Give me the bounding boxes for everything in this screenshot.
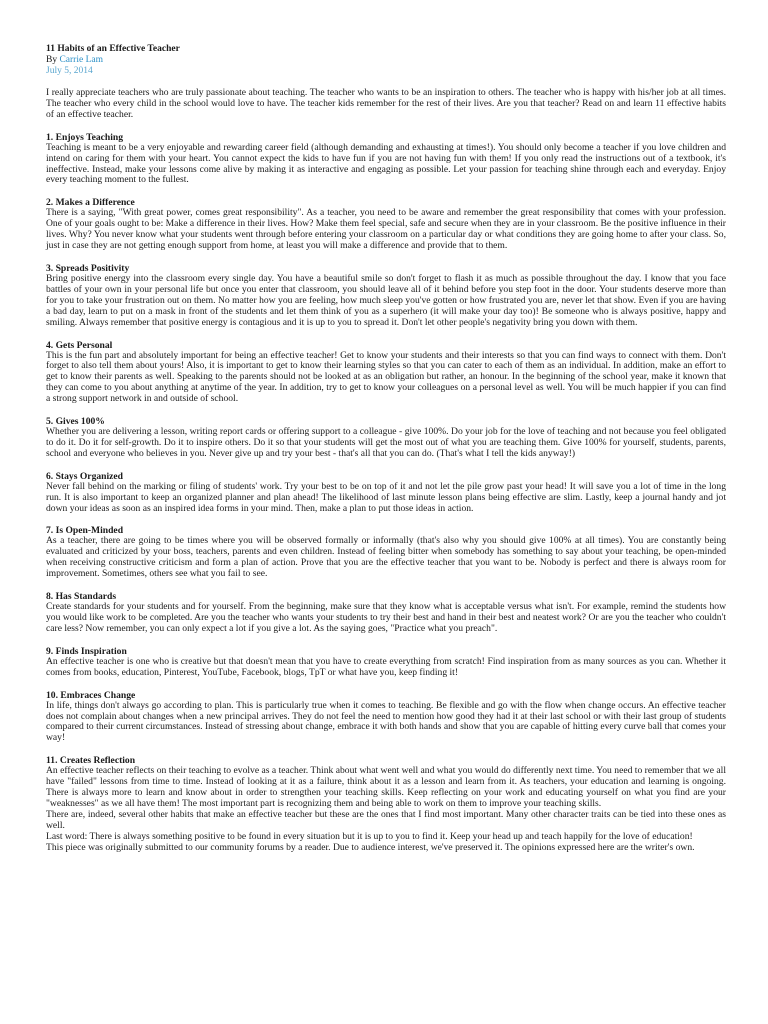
section-heading: 2. Makes a Difference	[46, 197, 135, 209]
section-enjoys-teaching	[46, 132, 726, 187]
last-word-paragraph: Last word: There is always something positive to be found in every situation but it is up to you to find it. Keep your head up and teach happily for the love of education!	[46, 830, 693, 842]
section-heading: 9. Finds Inspiration	[46, 645, 127, 657]
closing	[46, 810, 726, 854]
section-finds-inspiration	[46, 646, 726, 679]
section-body: An effective teacher is one who is creative but that doesn't mean that you have to create everything from scratch! Find inspiration from as many sources as you can. Whether it comes from books, education, Pinterest, YouTube, Facebook, blogs, TpT or what have you, keep finding it!	[46, 655, 726, 678]
section-body: Teaching is meant to be a very enjoyable and rewarding career field (although demanding and exhausting at times!). You should only become a teacher if you love children and intend on caring for them with your heart. You cannot expect the kids to have fun if you are not having fun with them! If you only read the instructions out of a textbook, it's ineffective. Instead, make your lessons come alive by making it as interactive and engaging as possible. Let your passion for teaching shine through each and everyday. Enjoy every teaching moment to the fullest.	[46, 141, 726, 186]
closing-paragraph: There are, indeed, several other habits that make an effective teacher but these are the ones that I find most important. Many other character traits can be tied into these ones as well.	[46, 808, 726, 831]
article	[46, 43, 726, 854]
section-body: Create standards for your students and for yourself. From the beginning, make sure that they know what is acceptable versus what isn't. For example, remind the students how you would like work to be completed. Are you the teacher who wants your students to try their best and hand in their best and neatest work? Or are you the teacher who couldn't care less? Now remember, you can only expect a lot if you give a lot. As the saying goes, "Practice what you preach".	[46, 601, 726, 634]
section-heading: 10. Embraces Change	[46, 689, 136, 701]
section-embraces-change	[46, 690, 726, 745]
editor-note-paragraph: This piece was originally submitted to our community forums by a reader. Due to audience interest, we've preserved it. The opinions expressed here are the writer's own.	[46, 841, 695, 853]
section-body: In life, things don't always go according to plan. This is particularly true when it comes to teaching. Be flexible and go with the flow when change occurs. An effective teacher does not complain about changes when a new principal arrives. They do not feel the need to mention how good they had it at their last school or with their last group of students compared to their current circumstances. Instead of stressing about change, embrace it with both hands and show that you are capable of hitting every curve ball that comes your way!	[46, 699, 726, 744]
section-gives-100	[46, 416, 726, 460]
section-body: As a teacher, there are going to be times where you will be observed formally or informally (that's also why you should give 100% at all times). You are constantly being evaluated and criticized by your boss, teachers, parents and even children. Instead of feeling bitter when somebody has something to say about your teaching, be open-minded when receiving constructive criticism and form a plan of action. Prove that you are the effective teacher that you want to be. Nobody is perfect and there is always room for improvement. Sometimes, others see what you fail to see.	[46, 535, 726, 580]
section-body: There is a saying, "With great power, comes great responsibility". As a teacher, you need to be aware and remember the great responsibility that comes with your profession. One of your goals ought to be: Make a difference in their lives. How? Make them feel special, safe and secure when they are in your classroom. Be the positive influence in their lives. Why? You never know what your students went through before entering your classroom on a particular day or what conditions they are going home to after your class. So, just in case they are not getting enough support from home, at least you will make a difference and provide that to them.	[46, 207, 726, 252]
section-body: An effective teacher reflects on their teaching to evolve as a teacher. Think about what went well and what you would do differently next time. You need to remember that we all have "failed" lessons from time to time. Instead of looking at it as a failure, think about it as a lesson and learn from it. As teachers, your education and learning is ongoing. There is always more to learn and know about in order to strengthen your teaching skills. Keep reflecting on your work and educating yourself on what you find are your "weaknesses" as we all have them! The most important part is recognizing them and being able to work on them to improve your teaching skills.	[46, 765, 726, 809]
section-is-open-minded	[46, 525, 726, 580]
section-heading: 7. Is Open-Minded	[46, 525, 124, 537]
section-gets-personal	[46, 340, 726, 406]
section-body: Whether you are delivering a lesson, writing report cards or offering support to a colleague - give 100%. Do your job for the love of teaching and not because you feel obligated to do it. Do it for self-growth. Do it to inspire others. Do it so that your students will get the most out of what you are teaching them. Give 100% for yourself, students, parents, school and everyone who believes in you. Never give up and try your best - that's all that you can do. (That's what I tell the kids anyway!)	[46, 426, 726, 459]
section-body: Never fall behind on the marking or filing of students' work. Try your best to be on top of it and not let the pile grow past your head! It will save you a lot of time in the long run. It is also important to keep an organized planner and plan ahead! The likelihood of last minute lesson plans being effective are slim. Lastly, keep a journal handy and jot down your ideas as soon as an inspired idea forms in your mind. Then, make a plan to put those ideas in action.	[46, 480, 726, 514]
publish-date: July 5, 2014	[46, 66, 93, 76]
section-makes-a-difference	[46, 197, 726, 252]
byline-prefix: By	[46, 55, 60, 65]
section-body: This is the fun part and absolutely important for being an effective teacher! Get to know your students and their interests so that you can find ways to connect with them. Don't forget to also tell them about yours! Also, it is important to get to know their learning styles so that you can cater to each of them as an individual. In addition, make an effort to get to know their parents as well. Speaking to the parents should not be looked at as an obligation but rather, an honour. In the beginning of the school year, make it known that they can come to you about anything at anytime of the year. In addition, try to get to know your colleagues on a personal level as well. You will be much happier if you can find a strong support network in and outside of school.	[46, 349, 726, 405]
section-heading: 8. Has Standards	[46, 591, 117, 603]
section-spreads-positivity	[46, 263, 726, 329]
byline	[46, 55, 726, 66]
intro-paragraph: I really appreciate teachers who are truly passionate about teaching. The teacher who wants to be an inspiration to others. The teacher who is happy with his/her job at all times. The teacher who every child in the school would love to have. The teacher kids remember for the rest of their lives. Are you that teacher? Read on and learn 11 effective habits of an effective teacher.	[46, 87, 726, 120]
article-title: 11 Habits of an Effective Teacher	[46, 44, 180, 54]
section-heading: 6. Stays Organized	[46, 470, 124, 482]
section-heading: 3. Spreads Positivity	[46, 262, 130, 274]
section-has-standards	[46, 591, 726, 635]
section-heading: 11. Creates Reflection	[46, 755, 136, 767]
section-heading: 4. Gets Personal	[46, 339, 113, 351]
section-heading: 1. Enjoys Teaching	[46, 131, 124, 143]
section-body: Bring positive energy into the classroom every single day. You have a beautiful smile so don't forget to flash it as much as possible throughout the day. I know that you face battles of your own in your personal life but once you enter that classroom, you should leave all of it behind before you step foot in the door. Your students deserve more than for you to take your frustration out on them. No matter how you are feeling, how much sleep you've gotten or how frustrated you are, never let that show. Even if you are having a bad day, learn to put on a mask in front of the students and let them think of you as a superhero (it will make your day too)! Be someone who is always positive, happy and smiling. Always remember that positive energy is contagious and it is up to you to spread it. Don't let other people's negativity bring you down with them.	[46, 272, 726, 328]
section-heading: 5. Gives 100%	[46, 416, 105, 428]
author-link[interactable]: Carrie Lam	[59, 55, 103, 65]
section-creates-reflection	[46, 755, 726, 853]
section-stays-organized	[46, 471, 726, 515]
